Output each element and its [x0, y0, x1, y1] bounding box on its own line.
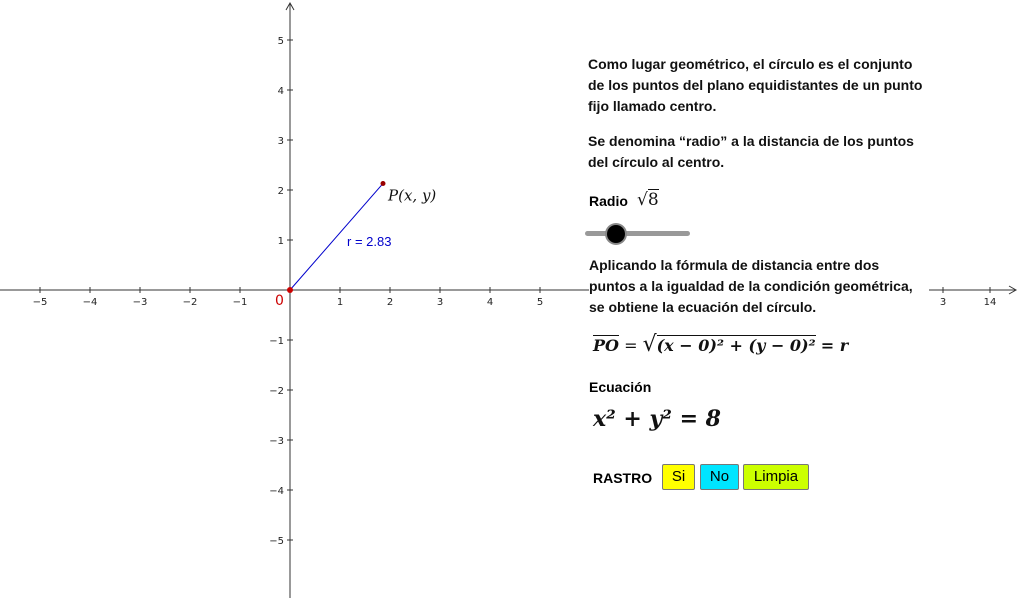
x-tick-label: 3	[436, 297, 444, 308]
x-tick-label: −4	[82, 297, 98, 308]
x-tick-label: 3	[939, 297, 947, 308]
y-tick-label: −5	[269, 536, 284, 547]
clear-button[interactable]: Limpia	[743, 464, 809, 490]
x-tick-label: −1	[232, 297, 248, 308]
trace-label: RASTRO	[593, 470, 653, 486]
y-tick-label: 5	[277, 36, 284, 47]
trace-yes-button[interactable]: Si	[662, 464, 695, 490]
radius-slider-knob[interactable]	[607, 225, 625, 243]
y-tick-label: 3	[277, 136, 284, 147]
y-tick-label: −4	[269, 486, 284, 497]
equation-label: Ecuación	[589, 379, 652, 395]
distance-formula: PO = √(x − 0)² + (y − 0)² = r	[593, 332, 849, 357]
x-tick-label: 1	[336, 297, 344, 308]
circle-equation: x² + y² = 8	[593, 406, 721, 432]
point-p-label: P(x, y)	[388, 186, 437, 205]
y-tick-label: 1	[277, 236, 284, 247]
radius-value: √8	[637, 190, 659, 210]
x-tick-label: 5	[536, 297, 544, 308]
po-segment: PO	[593, 336, 619, 355]
y-tick-label: −3	[269, 436, 284, 447]
radius-slider-track[interactable]	[585, 231, 690, 236]
x-tick-label: −2	[182, 297, 198, 308]
trace-no-button[interactable]: No	[700, 464, 739, 490]
x-tick-label: −3	[132, 297, 148, 308]
x-tick-label: −5	[32, 297, 48, 308]
y-tick-label: −1	[269, 336, 284, 347]
y-tick-label: 2	[277, 186, 284, 197]
circle-definition-text: Como lugar geométrico, el círculo es el conjunto de los puntos del plano equidistantes de un punto fijo llamado centro.	[588, 54, 928, 117]
origin-point[interactable]	[287, 287, 293, 293]
sqrt-icon: √	[642, 332, 657, 357]
y-tick-label: −2	[269, 386, 284, 397]
radius-label: Radio	[589, 193, 628, 209]
distance-text: Aplicando la fórmula de distancia entre dos puntos a la igualdad de la condición geométrica, se obtiene la ecuación del círculo.	[589, 255, 929, 318]
radius-definition-text: Se denomina “radio” a la distancia de los puntos del círculo al centro.	[588, 131, 928, 173]
y-tick-label: 4	[277, 86, 284, 97]
origin-label: 0	[275, 293, 284, 309]
segment-label: r = 2.83	[347, 234, 392, 249]
x-tick-label: 4	[486, 297, 494, 308]
sqrt-icon: √	[637, 190, 648, 210]
x-tick-label: 14	[983, 297, 997, 308]
x-tick-label: 2	[386, 297, 394, 308]
point-p[interactable]	[381, 181, 386, 186]
